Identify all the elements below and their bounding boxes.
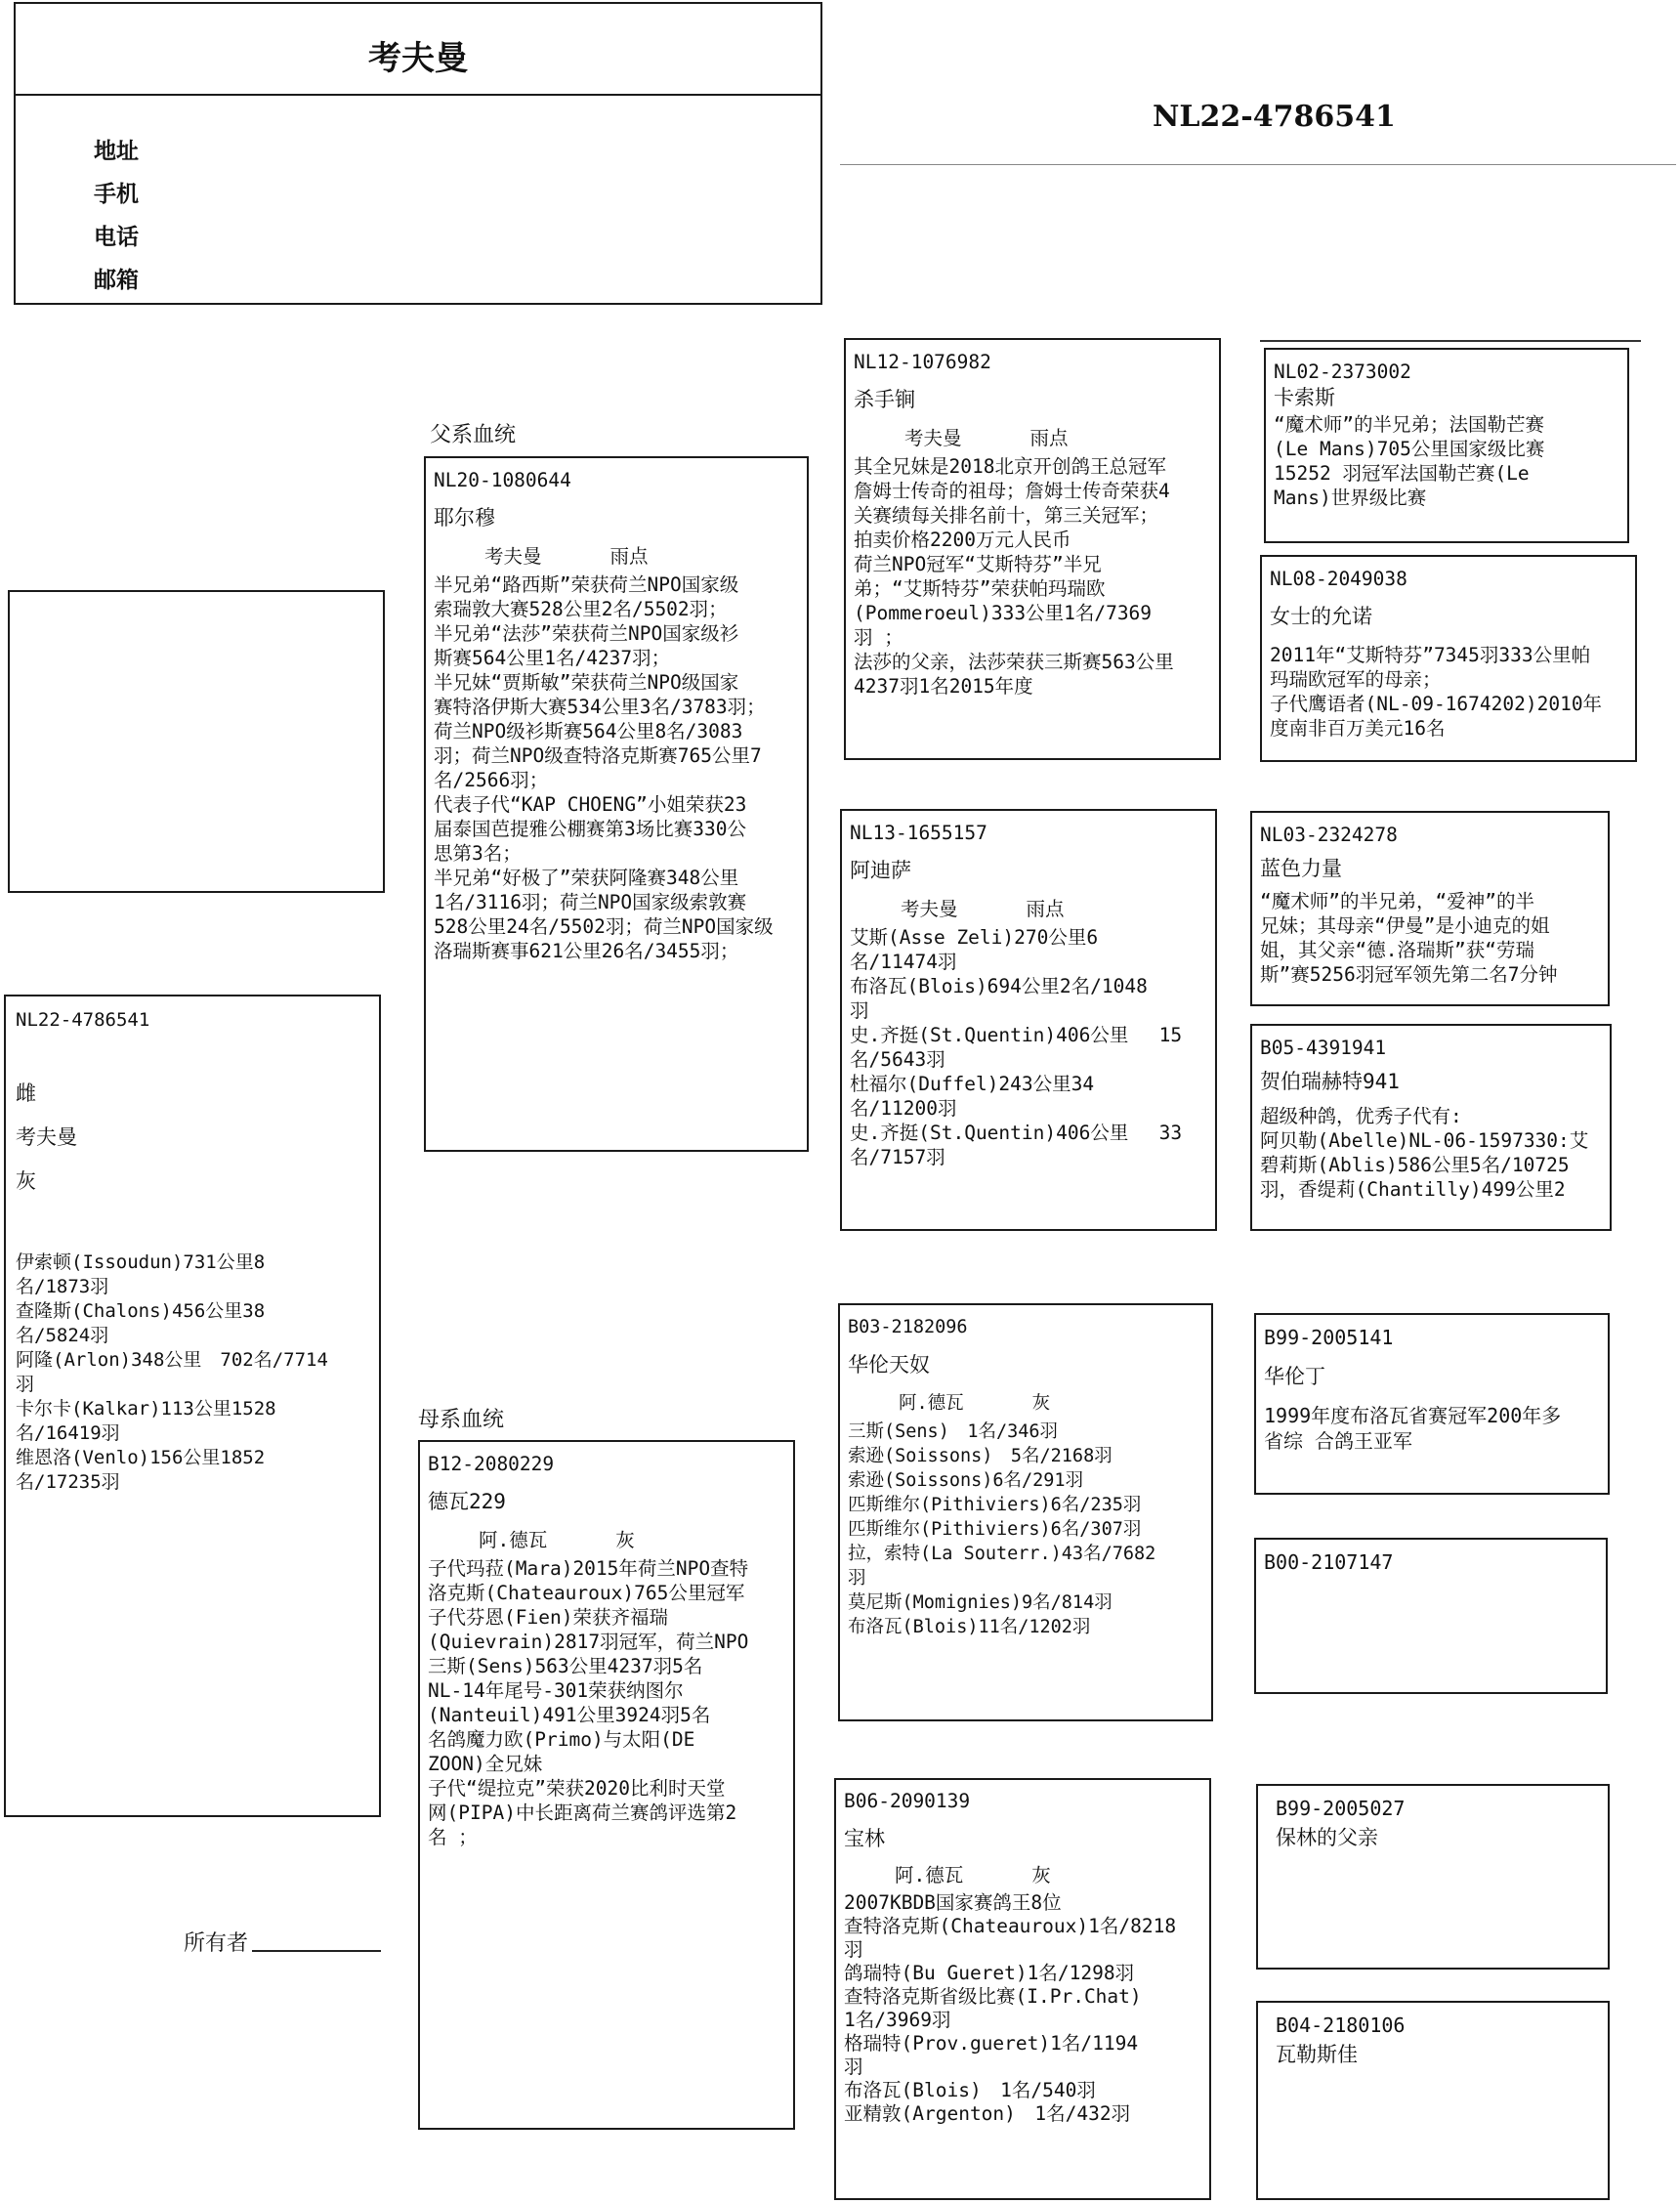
gg6-box [1254, 1538, 1608, 1694]
dam-dam-line: 2007KBDB国家赛鸽王8位 [844, 1891, 1062, 1914]
dam-dam-box [834, 1778, 1211, 2200]
dam-sire-line: 羽 [848, 1568, 866, 1589]
subject-result-line: 名/16419羽 [16, 1422, 120, 1444]
sire-sire-breeder: 考夫曼 [904, 427, 962, 449]
sire-sire-line: 羽 ； [854, 626, 903, 649]
subject-ring: NL22-4786541 [16, 1009, 150, 1031]
gg2-line: 玛瑞欧冠军的母亲； [1270, 668, 1442, 691]
dam-sire-line: 三斯(Sens) 1名/346羽 [848, 1421, 1059, 1442]
sire-line: 羽；荷兰NPO级查特洛克斯赛765公里7 [434, 744, 762, 767]
gg7-box [1256, 1784, 1610, 1970]
sire-sire-line: 荷兰NPO冠军“艾斯特芬”半兄 [854, 553, 1102, 575]
gg4-ring: B05-4391941 [1260, 1037, 1387, 1059]
gg2-line: 子代鹰语者(NL-09-1674202)2010年 [1270, 693, 1603, 715]
gg4-box [1250, 1024, 1612, 1231]
gg5-name: 华伦丁 [1264, 1365, 1325, 1388]
photo-placeholder [8, 590, 385, 893]
gg3-name: 蓝色力量 [1260, 857, 1342, 880]
gg1-line: (Le Mans)705公里国家级比赛 [1274, 438, 1545, 460]
gg5-lines [1264, 1403, 1600, 1454]
dam-breeder-color [428, 1528, 785, 1552]
sire-sire-line: 詹姆士传奇的祖母；詹姆士传奇荣获4 [854, 480, 1170, 502]
dam-line: (Nanteuil)491公里3924羽5名 [428, 1704, 711, 1726]
dam-dam-ring: B06-2090139 [844, 1790, 971, 1812]
subject-result-line: 名/17235羽 [16, 1471, 120, 1493]
sire-line: 思第3名； [434, 842, 522, 865]
gg1-line: “魔术师”的半兄弟；法国勒芒赛 [1274, 413, 1544, 436]
sire-dam-name: 阿迪萨 [850, 859, 911, 882]
gg4-lines [1260, 1104, 1602, 1202]
gg4-line: 羽，香缇莉(Chantilly)499公里2 [1260, 1178, 1566, 1201]
owner-signature-label: 所有者 [184, 1931, 249, 1956]
dam-sire-line: 拉，索特(La Souterr.)43名/7682 [848, 1544, 1156, 1564]
dam-line: 子代芬恩(Fien)荣获齐福瑞 [428, 1606, 668, 1629]
gg3-box [1250, 811, 1610, 1006]
address-label: 地址 [94, 139, 139, 164]
dam-dam-lines [844, 1891, 1201, 2126]
sire-breeder: 考夫曼 [484, 545, 542, 568]
sire-dam-line: 羽 [850, 999, 869, 1022]
dam-dam-line: 查特洛克斯省级比赛(I.Pr.Chat) [844, 1985, 1142, 2008]
sire-line: 索瑞敦大赛528公里2名/5502羽； [434, 598, 728, 620]
dam-ring: B12-2080229 [428, 1453, 555, 1475]
gg7-ring: B99-2005027 [1276, 1797, 1406, 1820]
dam-line: 子代“缇拉克”荣获2020比利时天堂 [428, 1777, 726, 1800]
dam-line: 网(PIPA)中长距离荷兰赛鸽评选第2 [428, 1801, 737, 1824]
gg8-ring: B04-2180106 [1276, 2013, 1406, 2037]
dam-line-label: 母系血统 [418, 1408, 505, 1432]
dam-dam-line: 1名/3969羽 [844, 2009, 951, 2031]
sire-sire-line: 其全兄妹是2018北京开创鸽王总冠军 [854, 455, 1166, 478]
sire-sire-line: 拍卖价格2200万元人民币 [854, 529, 1071, 551]
gg4-line: 超级种鸽，优秀子代有: [1260, 1105, 1462, 1127]
sire-sire-line: (Pommeroeul)333公里1名/7369 [854, 602, 1153, 624]
sire-sire-lines [854, 454, 1211, 699]
sire-line: 洛瑞斯赛事621公里26名/3455羽； [434, 940, 739, 962]
sire-sire-line: 弟；“艾斯特芬”荣获帕玛瑞欧 [854, 577, 1106, 600]
sire-breeder-color [434, 544, 799, 569]
dam-line: 名 ； [428, 1826, 478, 1848]
dam-dam-line: 查特洛克斯(Chateauroux)1名/8218 [844, 1915, 1177, 1937]
gg2-name: 女士的允诺 [1270, 605, 1372, 628]
sire-line: 半兄妹“贾斯敏”荣获荷兰NPO级国家 [434, 671, 739, 694]
dam-sire-box [838, 1303, 1213, 1721]
subject-result-line: 伊索顿(Issoudun)731公里8 [16, 1251, 266, 1273]
gg1-box [1264, 348, 1629, 543]
dam-dam-line: 亚精敦(Argenton) 1名/432羽 [844, 2102, 1131, 2125]
sire-line: 半兄弟“法莎”荣获荷兰NPO国家级衫 [434, 622, 739, 645]
sire-lines [434, 572, 799, 963]
header-ring-number: NL22-4786541 [1153, 100, 1396, 134]
owner-header-divider [16, 94, 820, 96]
gg1-line: 15252 羽冠军法国勒芒赛(Le [1274, 462, 1530, 485]
subject-result-line: 阿隆(Arlon)348公里 702名/7714 [16, 1349, 328, 1371]
dam-dam-color: 灰 [1031, 1864, 1051, 1886]
sire-dam-line: 名/11474羽 [850, 951, 957, 973]
sire-dam-line: 名/11200羽 [850, 1097, 957, 1120]
dam-line: 三斯(Sens)563公里4237羽5名 [428, 1655, 703, 1677]
dam-sire-line: 莫尼斯(Momignies)9名/814羽 [848, 1592, 1113, 1613]
header-underline [840, 164, 1676, 165]
sire-dam-line: 布洛瓦(Blois)694公里2名/1048 [850, 975, 1148, 997]
gg1-ring: NL02-2373002 [1274, 360, 1411, 383]
sire-line: 代表子代“KAP CHOENG”小姐荣获23 [434, 793, 747, 816]
gg1-line: Mans)世界级比赛 [1274, 487, 1427, 509]
sire-sire-line: 4237羽1名2015年度 [854, 675, 1033, 698]
dam-line: 子代玛菈(Mara)2015年荷兰NPO查特 [428, 1557, 749, 1580]
dam-dam-line: 布洛瓦(Blois) 1名/540羽 [844, 2079, 1096, 2101]
gg3-line: 斯”赛5256羽冠军领先第二名7分钟 [1260, 963, 1558, 986]
sire-line: 1名/3116羽；荷兰NPO国家级索敦赛 [434, 891, 747, 913]
dam-line: (Quievrain)2817羽冠军，荷兰NPO [428, 1631, 749, 1653]
sire-color: 雨点 [609, 545, 649, 568]
sire-sire-ring: NL12-1076982 [854, 351, 991, 373]
sire-line: 斯赛564公里1名/4237羽； [434, 647, 671, 669]
subject-result-line: 名/5824羽 [16, 1325, 109, 1346]
dam-lines [428, 1556, 785, 1849]
subject-result-line: 名/1873羽 [16, 1276, 109, 1297]
dam-dam-line: 格瑞特(Prov.gueret)1名/1194 [844, 2032, 1139, 2055]
subject-box [4, 995, 381, 1817]
sire-dam-line: 史.齐挺(St.Quentin)406公里 33 [850, 1122, 1183, 1144]
owner-header-box [14, 2, 822, 305]
dam-line: ZOON)全兄妹 [428, 1753, 543, 1775]
subject-result-line: 维恩洛(Venlo)156公里1852 [16, 1447, 266, 1468]
gg3-lines [1260, 889, 1600, 987]
sire-sire-line: 关赛绩每关排名前十，第三关冠军； [854, 504, 1159, 527]
gg2-line: 2011年“艾斯特芬”7345羽333公里帕 [1270, 644, 1591, 666]
sire-dam-line: 杜福尔(Duffel)243公里34 [850, 1073, 1095, 1095]
gg2-box [1260, 555, 1637, 762]
dam-sire-color: 灰 [1031, 1393, 1051, 1414]
sire-dam-ring: NL13-1655157 [850, 822, 987, 844]
dam-line: 洛克斯(Chateauroux)765公里冠军 [428, 1582, 745, 1604]
gg2-lines [1270, 643, 1627, 741]
gg3-line: 姐，其父亲“德.洛瑞斯”获“劳瑞 [1260, 939, 1534, 961]
gg2-line: 度南非百万美元16名 [1270, 717, 1446, 740]
sire-line: 届泰国芭提雅公棚赛第3场比赛330公 [434, 818, 746, 840]
sire-name: 耶尔穆 [434, 506, 495, 530]
dam-sire-lines [848, 1420, 1203, 1639]
dam-sire-line: 匹斯维尔(Pithiviers)6名/235羽 [848, 1495, 1142, 1515]
dam-sire-name: 华伦天奴 [848, 1353, 930, 1377]
sire-line: 528公里24名/5502羽；荷兰NPO国家级 [434, 915, 774, 938]
dam-sire-line: 布洛瓦(Blois)11名/1202羽 [848, 1617, 1091, 1637]
dam-dam-breeder-color [844, 1864, 1201, 1887]
dam-sire-line: 索逊(Soissons)6名/291羽 [848, 1470, 1084, 1491]
sire-sire-color: 雨点 [1029, 427, 1069, 449]
mobile-label: 手机 [94, 182, 139, 207]
dam-box [418, 1440, 795, 2130]
email-label: 邮箱 [94, 268, 139, 293]
dam-sire-ring: B03-2182096 [848, 1317, 968, 1337]
sire-dam-box [840, 809, 1217, 1231]
sire-dam-breeder-color [850, 897, 1207, 921]
sire-sire-breeder-color [854, 426, 1211, 450]
dam-sire-breeder-color [848, 1391, 1203, 1416]
subject-sex: 雌 [16, 1081, 36, 1105]
gg1-lines [1274, 412, 1619, 510]
subject-result-line: 卡尔卡(Kalkar)113公里1528 [16, 1398, 276, 1420]
dam-dam-line: 鸽瑞特(Bu Gueret)1名/1298羽 [844, 1962, 1135, 1984]
gg5-line: 省综 合鸽王亚军 [1264, 1429, 1413, 1453]
subject-result-line: 查隆斯(Chalons)456公里38 [16, 1300, 266, 1322]
gg8-name: 瓦勒斯佳 [1276, 2043, 1358, 2066]
sire-dam-line: 名/7157羽 [850, 1146, 945, 1168]
sire-line-label: 父系血统 [430, 423, 517, 447]
sire-dam-line: 史.齐挺(St.Quentin)406公里 15 [850, 1024, 1183, 1046]
sire-ring: NL20-1080644 [434, 469, 571, 491]
sire-dam-breeder: 考夫曼 [901, 898, 958, 920]
gg3-line: “魔术师”的半兄弟，“爱神”的半 [1260, 890, 1534, 912]
subject-color: 灰 [16, 1169, 36, 1193]
dam-dam-breeder: 阿.德瓦 [895, 1864, 964, 1886]
sire-dam-line: 名/5643羽 [850, 1048, 945, 1071]
dam-dam-line: 羽 [844, 1938, 863, 1961]
sire-dam-color: 雨点 [1026, 898, 1065, 920]
dam-name: 德瓦229 [428, 1490, 506, 1513]
top-right-line [1260, 340, 1641, 342]
dam-sire-breeder: 阿.德瓦 [899, 1393, 964, 1414]
sire-line: 半兄弟“路西斯”荣获荷兰NPO国家级 [434, 573, 739, 596]
gg1-name: 卡索斯 [1274, 386, 1335, 409]
sire-line: 荷兰NPO级衫斯赛564公里8名/3083 [434, 720, 743, 742]
gg5-ring: B99-2005141 [1264, 1326, 1394, 1349]
dam-sire-line: 索逊(Soissons) 5名/2168羽 [848, 1446, 1113, 1466]
gg5-box [1254, 1313, 1610, 1495]
sire-sire-name: 杀手锏 [854, 388, 915, 411]
gg6-ring: B00-2107147 [1264, 1550, 1394, 1574]
gg4-name: 贺伯瑞赫特941 [1260, 1070, 1400, 1093]
gg4-line: 碧莉斯(Ablis)586公里5名/10725 [1260, 1154, 1570, 1176]
dam-breeder: 阿.德瓦 [479, 1529, 548, 1551]
subject-breeder: 考夫曼 [16, 1125, 77, 1149]
sire-line: 名/2566羽； [434, 769, 549, 791]
subject-result-line: 羽 [16, 1374, 35, 1395]
gg2-ring: NL08-2049038 [1270, 568, 1407, 590]
dam-dam-name: 宝林 [844, 1827, 885, 1850]
owner-signature-line [252, 1950, 381, 1952]
owner-name: 考夫曼 [368, 39, 468, 78]
sire-box [424, 456, 809, 1152]
sire-line: 赛特洛伊斯大赛534公里3名/3783羽； [434, 696, 766, 718]
dam-color: 灰 [615, 1529, 635, 1551]
sire-sire-box [844, 338, 1221, 760]
subject-results [16, 1250, 369, 1495]
sire-line: 半兄弟“好极了”荣获阿隆赛348公里 [434, 867, 739, 889]
dam-dam-line: 羽 [844, 2056, 863, 2078]
sire-dam-lines [850, 925, 1207, 1169]
gg4-line: 阿贝勒(Abelle)NL-06-1597330:艾 [1260, 1129, 1589, 1152]
gg5-line: 1999年度布洛瓦省赛冠军200年多 [1264, 1404, 1562, 1427]
gg8-box [1256, 2001, 1610, 2200]
sire-sire-line: 法莎的父亲，法莎荣获三斯赛563公里 [854, 651, 1174, 673]
gg3-line: 兄妹；其母亲“伊曼”是小迪克的姐 [1260, 914, 1550, 937]
sire-dam-line: 艾斯(Asse Zeli)270公里6 [850, 926, 1099, 949]
dam-sire-line: 匹斯维尔(Pithiviers)6名/307羽 [848, 1519, 1142, 1540]
gg3-ring: NL03-2324278 [1260, 824, 1398, 846]
phone-label: 电话 [94, 225, 139, 250]
dam-line: 名鸽魔力欧(Primo)与太阳(DE [428, 1728, 695, 1751]
dam-line: NL-14年尾号-301荣获纳图尔 [428, 1679, 684, 1702]
gg7-name: 保林的父亲 [1276, 1826, 1378, 1849]
